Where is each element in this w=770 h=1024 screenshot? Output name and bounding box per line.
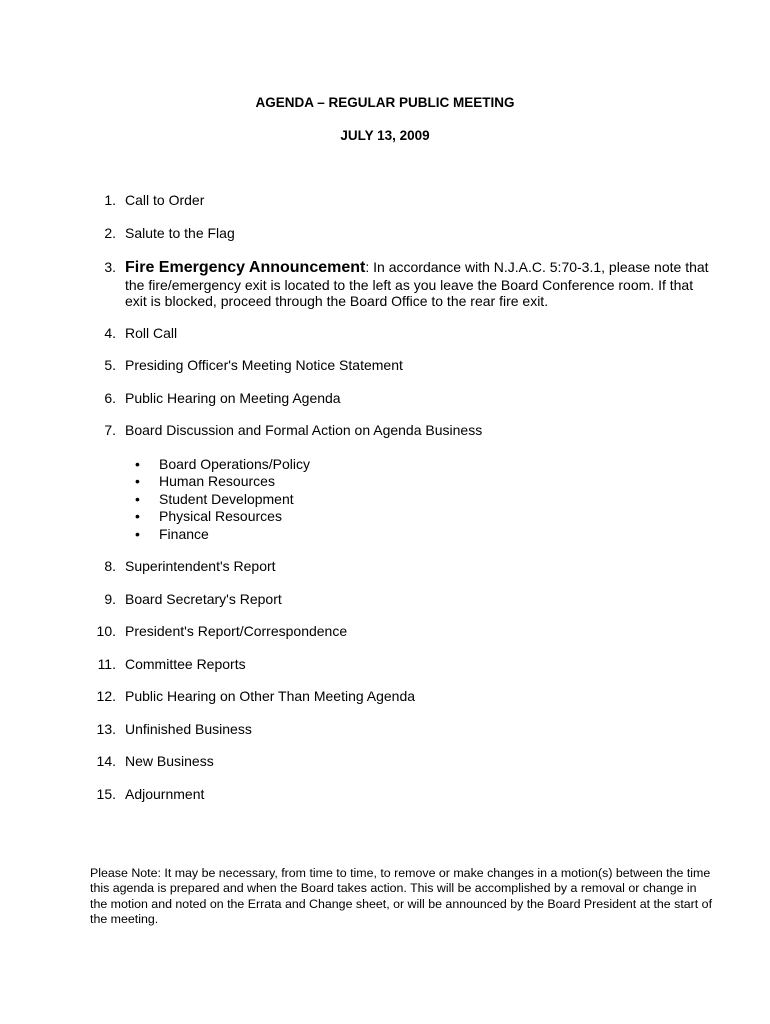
item-number: 5.: [104, 357, 116, 373]
bullet-icon: •: [135, 508, 140, 525]
item-text: Superintendent's Report: [125, 558, 276, 574]
please-note-paragraph: Please Note: It may be necessary, from time to time, to remove or make changes in a motion(s) between the time this agenda is prepared and when the Board takes action. This will be accomplished by a removal or change in the motion and noted on the Errata and Change sheet, or will be announced by the Board President at the start of the meeting.: [90, 866, 713, 926]
item-number: 6.: [104, 390, 116, 406]
item-number: 14.: [96, 753, 116, 769]
item-text: Adjournment: [125, 786, 205, 802]
bullet-icon: •: [135, 490, 140, 507]
item-text: New Business: [125, 753, 214, 769]
sublist-item: • Student Development: [135, 490, 294, 507]
item-text: Roll Call: [125, 325, 178, 341]
bullet-icon: •: [135, 456, 140, 472]
sublist-item: • Finance: [135, 525, 209, 542]
agenda-title: AGENDA – REGULAR PUBLIC MEETING: [255, 95, 515, 110]
fire-emergency-text: [125, 259, 715, 310]
sublist-item: • Human Resources: [135, 473, 275, 490]
item-text: Call to Order: [125, 192, 205, 208]
item-text: Unfinished Business: [125, 721, 252, 737]
item-number: 2.: [104, 225, 116, 241]
item-text: President's Report/Correspondence: [125, 623, 348, 639]
bullet-icon: •: [135, 473, 140, 490]
item-text: Public Hearing on Meeting Agenda: [125, 390, 341, 406]
item-text: Board Discussion and Formal Action on Agenda Business: [125, 422, 483, 438]
sublist-item: • Board Operations/Policy: [135, 456, 310, 472]
board-business-sublist: [135, 456, 310, 543]
item-number: 8.: [104, 558, 116, 574]
fire-emergency-heading: Fire Emergency Announcement: [125, 259, 366, 276]
item-number: 15.: [96, 786, 116, 802]
item-text: Committee Reports: [125, 656, 246, 672]
sublist-item: • Physical Resources: [135, 508, 282, 525]
item-text: Board Secretary's Report: [125, 591, 282, 607]
item-number: 9.: [104, 591, 116, 607]
item-number: 3.: [104, 259, 116, 275]
item-text: Salute to the Flag: [125, 225, 235, 241]
fire-emergency-body: : In accordance with N.J.A.C. 5:70-3.1, please note that the fire/emergency exit is located to the left as you leave the Board Conference room. If that exit is blocked, proceed through the Board Office to the rear fire exit.: [125, 259, 709, 310]
bullet-icon: •: [135, 525, 140, 542]
item-number: 13.: [96, 721, 116, 737]
item-number: 7.: [104, 422, 116, 438]
item-number: 12.: [96, 688, 116, 704]
item-text: Public Hearing on Other Than Meeting Agenda: [125, 688, 416, 704]
item-text: Presiding Officer's Meeting Notice Statement: [125, 357, 403, 373]
meeting-date: JULY 13, 2009: [340, 128, 430, 143]
item-number: 11.: [97, 656, 116, 672]
item-number: 10.: [96, 623, 116, 639]
item-number: 4.: [104, 325, 116, 341]
item-number: 1.: [104, 192, 116, 208]
